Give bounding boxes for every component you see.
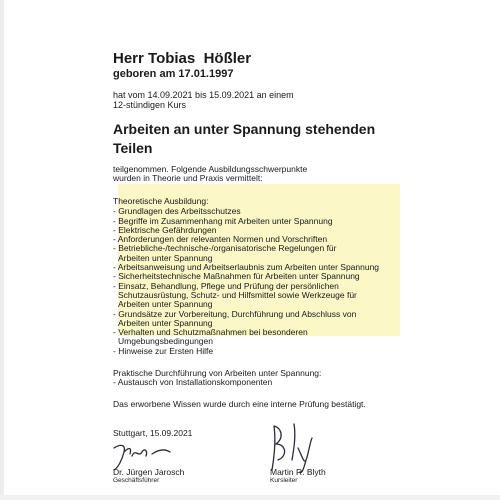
participation-line: wurden in Theorie und Praxis vermittelt: — [113, 173, 263, 184]
course-title — [113, 120, 403, 158]
signer-name-left: Dr. Jürgen Jarosch — [113, 467, 185, 477]
exam-note: Das erworbene Wissen wurde durch eine interne Prüfung bestätigt. — [113, 399, 366, 409]
practice-heading: Praktische Durchführung von Arbeiten unter Spannung: — [113, 368, 322, 378]
list-item-line: - Grundsätze zur Vorbereitung, Durchführung und Abschluss von — [113, 308, 357, 319]
list-item — [113, 328, 403, 347]
place-date: Stuttgart, 15.09.2021 — [113, 428, 193, 438]
list-item-continuation: Arbeiten unter Spannung — [118, 252, 213, 263]
list-item-continuation: Arbeiten unter Spannung — [118, 317, 213, 328]
course-intro-line: hat vom 14.09.2021 bis 15.09.2021 an einem — [113, 90, 294, 100]
practice-list — [113, 378, 393, 387]
list-item: - Austausch von Installationskomponenten — [113, 377, 273, 388]
course-title-line: Teilen — [113, 140, 153, 156]
list-item-line: - Sicherheitstechnische Maßnahmen für Arbeiten unter Spannung — [113, 271, 360, 282]
course-title-line: Arbeiten an unter Spannung stehenden — [113, 121, 376, 137]
signer-role-left: Geschäftsführer — [113, 477, 160, 484]
list-item — [113, 347, 403, 356]
course-intro-line: 12-stündigen Kurs — [113, 100, 187, 110]
list-item — [113, 244, 403, 263]
list-item-line: - Verhalten und Schutzmaßnahmen bei besonderen — [113, 327, 308, 338]
participation-line: teilgenommen. Folgende Ausbildungsschwerpunkte — [113, 164, 308, 174]
theory-heading: Theoretische Ausbildung: — [113, 196, 209, 206]
list-item-line: - Anforderungen der relevanten Normen und Vorschriften — [113, 234, 328, 245]
signer-name-right: Martin R. Blyth — [270, 467, 326, 477]
list-item-line: - Arbeitsanweisung und Arbeitserlaubnis zum Arbeiten unter Spannung — [113, 262, 380, 273]
list-item — [113, 310, 403, 329]
theory-section — [113, 197, 403, 356]
list-item — [113, 282, 403, 310]
recipient-dob: geboren am 17.01.1997 — [113, 68, 234, 80]
theory-list — [113, 207, 403, 356]
list-item-continuation: Arbeiten unter Spannung — [118, 299, 213, 310]
list-item-continuation: Umgebungsbedingungen — [118, 336, 213, 347]
list-item-line: - Grundlagen des Arbeitsschutzes — [113, 206, 241, 217]
course-intro — [113, 90, 333, 110]
practice-section — [113, 369, 393, 388]
list-item-line: - Betriebliche-/technische-/organisatorische Regelungen für — [113, 243, 337, 254]
recipient-name: Herr Tobias Hößler — [113, 50, 252, 67]
scan-left-edge — [0, 0, 4, 500]
list-item-continuation: Schutzausrüstung, Schutz- und Hilfsmittel sowie Werkzeuge für — [118, 289, 357, 300]
list-item-line: - Elektrische Gefährdungen — [113, 224, 217, 235]
scan-bottom-edge — [0, 495, 500, 500]
list-item-line: - Einsatz, Behandlung, Pflege und Prüfung der persönlichen — [113, 280, 339, 291]
signer-role-right: Kursleiter — [270, 477, 298, 484]
list-item-line: - Hinweise zur Ersten Hilfe — [113, 345, 214, 356]
list-item-line: - Begriffe im Zusammenhang mit Arbeiten unter Spannung — [113, 215, 333, 226]
participation-text — [113, 165, 383, 184]
